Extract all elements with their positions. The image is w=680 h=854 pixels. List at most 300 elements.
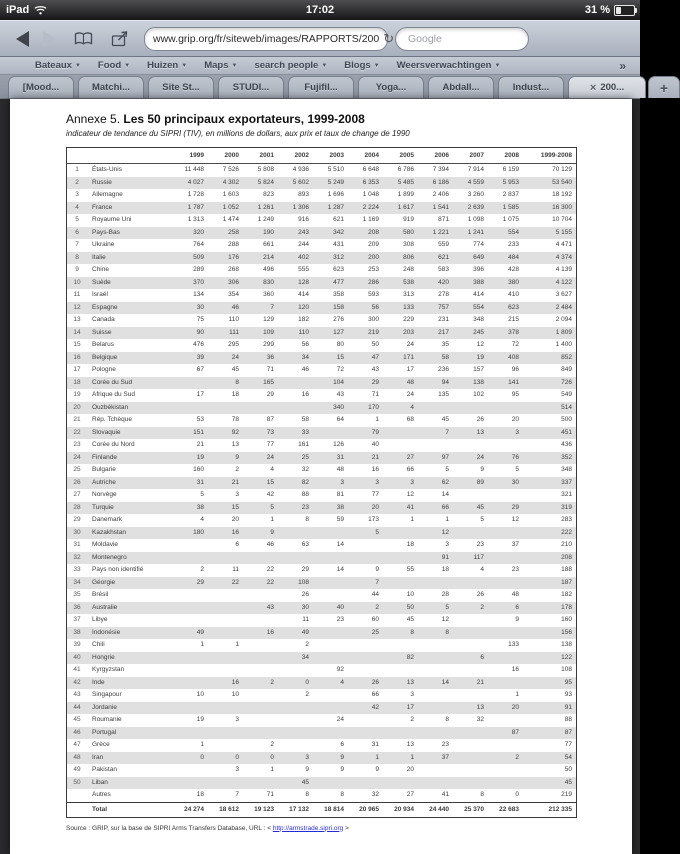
bookmark-item[interactable] xyxy=(344,60,379,71)
value-cell: 871 xyxy=(438,216,449,223)
value-cell: 40 xyxy=(336,603,344,611)
value-cell: 30 xyxy=(196,303,204,311)
bookmark-item[interactable] xyxy=(35,60,81,71)
value-cell: 219 xyxy=(368,328,379,336)
value-cell: 95 xyxy=(511,391,519,398)
rank-cell: 22 xyxy=(73,428,81,436)
rank-cell: 48 xyxy=(73,753,81,761)
table-body xyxy=(67,164,576,802)
value-cell: 5 510 xyxy=(327,166,344,173)
value-cell xyxy=(243,689,278,702)
value-cell: 19 xyxy=(476,353,484,361)
value-cell: 122 xyxy=(561,653,572,661)
country-cell: Corée du Sud xyxy=(92,378,133,386)
table-row xyxy=(67,364,576,377)
value-cell: 9 xyxy=(340,753,344,761)
total-value-cell: 212 335 xyxy=(548,805,572,813)
table-row xyxy=(67,289,576,302)
country-cell: Ukraine xyxy=(92,241,115,248)
tab[interactable] xyxy=(358,76,424,98)
bookmarks-bar xyxy=(0,57,640,75)
country-cell: Espagne xyxy=(92,303,118,311)
value-cell: 182 xyxy=(561,591,572,598)
tab[interactable] xyxy=(8,76,74,98)
country-cell: Suède xyxy=(92,278,111,286)
value-cell: 43 xyxy=(266,603,274,611)
tab[interactable] xyxy=(148,76,214,98)
value-cell: 414 xyxy=(473,291,484,298)
country-cell: Slovaquie xyxy=(92,428,121,436)
rank-cell: 27 xyxy=(73,491,81,498)
total-cell xyxy=(67,803,87,817)
value-cell xyxy=(173,402,208,415)
tab-label: Indust... xyxy=(512,82,550,93)
exporters-table xyxy=(66,147,577,818)
value-cell: 1 313 xyxy=(187,216,204,223)
value-cell xyxy=(278,727,313,740)
value-cell: 1 261 xyxy=(257,203,274,211)
value-cell: 7 xyxy=(375,578,379,586)
total-value-cell: 20 934 xyxy=(394,805,414,813)
value-cell: 5 xyxy=(480,516,484,523)
value-cell: 14 xyxy=(336,541,344,548)
value-cell: 18 xyxy=(441,566,449,573)
value-cell: 370 xyxy=(193,278,204,286)
value-cell: 44 xyxy=(371,591,379,598)
value-cell: 4 xyxy=(200,516,204,523)
country-cell: Belgique xyxy=(92,353,118,361)
value-cell: 19 xyxy=(196,716,204,723)
country-cell: Suisse xyxy=(92,328,112,336)
table-row xyxy=(67,627,576,640)
value-cell xyxy=(208,589,243,602)
value-cell: 253 xyxy=(368,266,379,273)
value-cell xyxy=(243,652,278,665)
value-cell: 1 169 xyxy=(362,216,379,223)
country-cell: Israël xyxy=(92,291,108,298)
value-cell: 48 xyxy=(511,591,519,598)
bookmark-item[interactable] xyxy=(397,60,501,71)
value-cell xyxy=(383,727,418,740)
value-cell xyxy=(418,639,453,652)
value-cell: 2 224 xyxy=(362,203,379,211)
value-cell: 208 xyxy=(368,228,379,236)
battery-icon xyxy=(614,5,635,16)
bookmarks-overflow-button[interactable]: » xyxy=(619,58,626,73)
value-cell: 21 xyxy=(231,478,239,486)
value-cell: 129 xyxy=(263,316,274,323)
value-cell: 29 xyxy=(371,378,379,386)
url-bar[interactable] xyxy=(144,27,395,51)
table-row xyxy=(67,314,576,327)
value-cell: 32 xyxy=(371,791,379,798)
value-cell: 28 xyxy=(441,591,449,598)
value-cell: 313 xyxy=(403,291,414,298)
value-cell xyxy=(348,714,383,727)
rank-cell: 8 xyxy=(75,253,79,261)
value-cell: 64 xyxy=(336,416,344,423)
value-cell: 219 xyxy=(561,791,572,798)
total-value-cell: 24 274 xyxy=(184,805,204,813)
value-cell xyxy=(208,614,243,627)
tab[interactable] xyxy=(218,76,284,98)
rank-cell: 24 xyxy=(73,453,81,461)
value-cell: 580 xyxy=(403,228,414,236)
value-cell: 217 xyxy=(438,328,449,336)
table-row xyxy=(67,639,576,652)
value-cell: 623 xyxy=(508,303,519,311)
value-cell xyxy=(418,777,453,790)
table-row xyxy=(67,527,576,540)
value-cell: 12 xyxy=(406,491,414,498)
tab-label: Fujifil... xyxy=(304,82,338,93)
value-cell: 4 374 xyxy=(555,253,572,261)
value-cell xyxy=(383,552,418,565)
value-cell: 43 xyxy=(336,391,344,398)
value-cell: 29 xyxy=(266,391,274,398)
value-cell: 45 xyxy=(564,778,572,786)
share-button[interactable] xyxy=(111,31,130,47)
table-row xyxy=(67,602,576,615)
value-cell: 20 xyxy=(371,503,379,511)
value-cell: 319 xyxy=(561,503,572,511)
chevron-down-icon: ▼ xyxy=(181,62,188,69)
value-cell: 73 xyxy=(266,428,274,436)
value-cell: 4 xyxy=(410,403,414,411)
value-cell: 538 xyxy=(403,278,414,286)
value-cell: 5 xyxy=(375,528,379,536)
value-cell: 9 xyxy=(270,528,274,536)
value-cell: 32 xyxy=(476,716,484,723)
value-cell: 13 xyxy=(406,678,414,686)
value-cell: 1 xyxy=(410,753,414,761)
value-cell: 1 585 xyxy=(502,203,519,211)
value-cell xyxy=(418,764,453,777)
value-cell xyxy=(383,427,418,440)
bookmark-item[interactable] xyxy=(147,60,187,71)
value-cell: 4 xyxy=(480,566,484,573)
value-cell: 35 xyxy=(441,341,449,348)
value-cell: 1 474 xyxy=(222,216,239,223)
value-cell xyxy=(453,639,488,652)
rank-cell: 16 xyxy=(73,353,81,361)
rank-cell: 11 xyxy=(73,291,81,298)
country-cell: Kyrgyzstan xyxy=(92,666,125,673)
value-cell: 2 xyxy=(515,753,519,761)
country-cell: Pays-Bas xyxy=(92,228,120,236)
value-cell: 10 xyxy=(406,591,414,598)
search-input[interactable] xyxy=(395,27,529,51)
tab-label: Yoga... xyxy=(375,82,407,93)
status-bar xyxy=(0,0,640,20)
value-cell: 1 541 xyxy=(432,203,449,211)
reload-icon[interactable]: ↻ xyxy=(383,31,395,46)
value-cell xyxy=(313,552,348,565)
new-tab-button[interactable]: + xyxy=(648,76,680,98)
table-row xyxy=(67,427,576,440)
country-cell: États-Unis xyxy=(92,166,122,173)
value-cell: 222 xyxy=(561,528,572,536)
header-cell: 1999 xyxy=(189,152,204,159)
value-cell xyxy=(313,727,348,740)
value-cell: 7 xyxy=(235,791,239,798)
value-cell: 5 485 xyxy=(397,178,414,186)
value-cell: 16 xyxy=(301,391,309,398)
value-cell xyxy=(208,402,243,415)
value-cell: 29 xyxy=(301,566,309,573)
rank-cell: 46 xyxy=(73,728,81,736)
table-row xyxy=(67,227,576,240)
value-cell: 110 xyxy=(228,316,239,323)
table-row xyxy=(67,539,576,552)
value-cell: 37 xyxy=(441,753,449,761)
total-label: Total xyxy=(92,805,108,813)
rank-cell: 29 xyxy=(73,516,81,523)
table-row xyxy=(67,552,576,565)
value-cell xyxy=(243,702,278,715)
country-cell: Libye xyxy=(92,616,108,623)
value-cell: 3 260 xyxy=(467,191,484,198)
value-cell xyxy=(208,602,243,615)
value-cell xyxy=(173,777,208,790)
bookmark-item[interactable] xyxy=(204,60,237,71)
country-cell: Brésil xyxy=(92,591,109,598)
value-cell xyxy=(383,439,418,452)
value-cell: 340 xyxy=(333,403,344,411)
value-cell: 2 xyxy=(375,603,379,611)
value-cell xyxy=(278,527,313,540)
value-cell: 306 xyxy=(228,278,239,286)
value-cell xyxy=(348,727,383,740)
value-cell: 16 xyxy=(231,528,239,536)
country-cell: Liban xyxy=(92,778,108,786)
value-cell: 45 xyxy=(231,366,239,373)
value-cell: 484 xyxy=(508,253,519,261)
value-cell: 2 xyxy=(270,678,274,686)
tab[interactable] xyxy=(288,76,354,98)
value-cell: 5 xyxy=(445,466,449,473)
value-cell: 2 xyxy=(410,716,414,723)
value-cell: 12 xyxy=(511,516,519,523)
value-cell: 92 xyxy=(336,666,344,673)
value-cell: 108 xyxy=(298,578,309,586)
value-cell: 16 xyxy=(511,666,519,673)
value-cell xyxy=(453,527,488,540)
value-cell xyxy=(278,402,313,415)
value-cell: 2 837 xyxy=(502,191,519,198)
country-cell: Bulgarie xyxy=(92,466,116,473)
value-cell xyxy=(173,602,208,615)
table-row xyxy=(67,777,576,790)
value-cell: 34 xyxy=(301,353,309,361)
value-cell: 16 xyxy=(266,628,274,636)
rank-cell: 44 xyxy=(73,703,81,711)
value-cell: 30 xyxy=(301,603,309,611)
value-cell: 157 xyxy=(473,366,484,373)
value-cell: 268 xyxy=(228,266,239,273)
country-cell: France xyxy=(92,203,113,211)
value-cell: 555 xyxy=(298,266,309,273)
value-cell: 18 xyxy=(406,541,414,548)
rank-cell: 21 xyxy=(73,416,81,423)
rank-cell: 3 xyxy=(75,191,79,198)
value-cell: 23 xyxy=(441,741,449,748)
bookmark-label: Food xyxy=(97,60,122,71)
table-row xyxy=(67,164,576,177)
header-cell: 2005 xyxy=(399,152,414,159)
country-cell: Canada xyxy=(92,316,115,323)
page-title xyxy=(66,112,632,126)
chevron-down-icon: ▼ xyxy=(231,62,238,69)
country-cell: Afrique du Sud xyxy=(92,391,136,398)
value-cell: 180 xyxy=(193,528,204,536)
value-cell: 3 xyxy=(445,541,449,548)
country-cell: Roumanie xyxy=(92,716,122,723)
source-link[interactable]: http://armstrade.sipri.org xyxy=(272,824,344,832)
value-cell: 89 xyxy=(476,478,484,486)
bookmark-item[interactable] xyxy=(254,60,327,71)
close-icon[interactable]: × xyxy=(589,81,597,94)
value-cell xyxy=(173,764,208,777)
table-row xyxy=(67,239,576,252)
rank-cell: 49 xyxy=(73,766,81,773)
value-cell: 1 400 xyxy=(555,341,572,348)
value-cell: 25 xyxy=(301,453,309,461)
value-cell: 1 221 xyxy=(432,228,449,236)
value-cell: 158 xyxy=(333,303,344,311)
value-cell: 514 xyxy=(561,403,572,411)
bookmark-label: Huizen xyxy=(147,60,179,71)
forward-button[interactable] xyxy=(43,31,56,47)
value-cell: 6 xyxy=(515,603,519,611)
rank-cell: 50 xyxy=(73,778,81,786)
value-cell: 22 xyxy=(231,578,239,586)
rank-cell: 23 xyxy=(73,441,81,448)
value-cell: 893 xyxy=(298,191,309,198)
value-cell: 7 526 xyxy=(222,166,239,173)
value-cell: 215 xyxy=(508,316,519,323)
header-cell: 2006 xyxy=(434,152,449,159)
bookmarks-button[interactable] xyxy=(74,32,93,45)
bookmark-item[interactable] xyxy=(98,60,130,71)
value-cell xyxy=(278,714,313,727)
value-cell xyxy=(383,639,418,652)
value-cell: 161 xyxy=(298,441,309,448)
value-cell: 47 xyxy=(371,353,379,361)
value-cell: 111 xyxy=(229,328,239,336)
value-cell: 593 xyxy=(368,291,379,298)
value-cell xyxy=(208,727,243,740)
country-cell: Montenegro xyxy=(92,553,127,561)
value-cell: 1 048 xyxy=(362,191,379,198)
value-cell: 92 xyxy=(231,428,239,436)
tab[interactable] xyxy=(78,76,144,98)
value-cell: 77 xyxy=(266,441,274,448)
value-cell: 63 xyxy=(301,541,309,548)
value-cell xyxy=(243,552,278,565)
value-cell: 34 xyxy=(301,653,309,661)
table-row xyxy=(67,202,576,215)
header-cell: 2007 xyxy=(469,152,484,159)
value-cell xyxy=(208,627,243,640)
header-cell: 2003 xyxy=(329,152,344,159)
value-cell: 9 xyxy=(515,616,519,623)
value-cell: 187 xyxy=(561,578,572,586)
source-suffix: > xyxy=(343,824,349,832)
tab[interactable] xyxy=(428,76,494,98)
value-cell: 31 xyxy=(196,478,204,486)
country-cell: Russie xyxy=(92,178,112,186)
tab[interactable] xyxy=(498,76,564,98)
value-cell: 21 xyxy=(476,678,484,686)
header-cell: 1999-2008 xyxy=(540,152,572,159)
country-cell: Autriche xyxy=(92,478,116,486)
value-cell xyxy=(418,577,453,590)
value-cell: 5 xyxy=(270,503,274,511)
tab[interactable] xyxy=(568,76,646,98)
value-cell: 3 xyxy=(340,478,344,486)
value-cell: 82 xyxy=(406,653,414,661)
value-cell: 20 xyxy=(406,766,414,773)
rank-cell: 34 xyxy=(73,578,81,586)
value-cell: 21 xyxy=(371,453,379,461)
value-cell: 46 xyxy=(266,541,274,548)
value-cell: 0 xyxy=(515,791,519,798)
value-cell: 79 xyxy=(371,428,379,436)
value-cell: 48 xyxy=(336,466,344,473)
page-background xyxy=(0,99,640,854)
country-cell: Jordanie xyxy=(92,703,117,711)
value-cell xyxy=(453,727,488,740)
chevron-down-icon: ▼ xyxy=(373,62,380,69)
back-button[interactable] xyxy=(16,31,29,47)
value-cell xyxy=(453,752,488,765)
source-note xyxy=(66,825,632,832)
value-cell: 93 xyxy=(564,691,572,698)
value-cell: 209 xyxy=(368,241,379,248)
value-cell: 67 xyxy=(196,366,204,373)
value-cell xyxy=(278,664,313,677)
value-cell: 8 xyxy=(410,628,414,636)
value-cell: 41 xyxy=(406,503,414,511)
rank-cell: 6 xyxy=(75,228,79,236)
value-cell xyxy=(243,777,278,790)
value-cell xyxy=(383,664,418,677)
value-cell: 1 xyxy=(270,766,274,773)
value-cell xyxy=(348,664,383,677)
value-cell: 214 xyxy=(263,253,274,261)
rank-cell: 20 xyxy=(73,403,81,411)
header-cell xyxy=(87,148,173,163)
country-cell: Royaume Uni xyxy=(92,216,132,223)
rank-cell: 41 xyxy=(73,666,81,673)
rank-cell: 36 xyxy=(73,603,81,611)
value-cell: 352 xyxy=(561,453,572,461)
value-cell: 8 xyxy=(445,716,449,723)
value-cell: 229 xyxy=(403,316,414,323)
value-cell xyxy=(383,777,418,790)
value-cell: 2 xyxy=(480,603,484,611)
value-cell: 402 xyxy=(298,253,309,261)
value-cell: 342 xyxy=(333,228,344,236)
table-row xyxy=(67,664,576,677)
value-cell: 38 xyxy=(336,503,344,511)
tab-label: Matchi... xyxy=(91,82,130,93)
value-cell: 91 xyxy=(441,553,449,561)
value-cell: 1 098 xyxy=(467,216,484,223)
table-row xyxy=(67,564,576,577)
value-cell: 8 xyxy=(445,628,449,636)
